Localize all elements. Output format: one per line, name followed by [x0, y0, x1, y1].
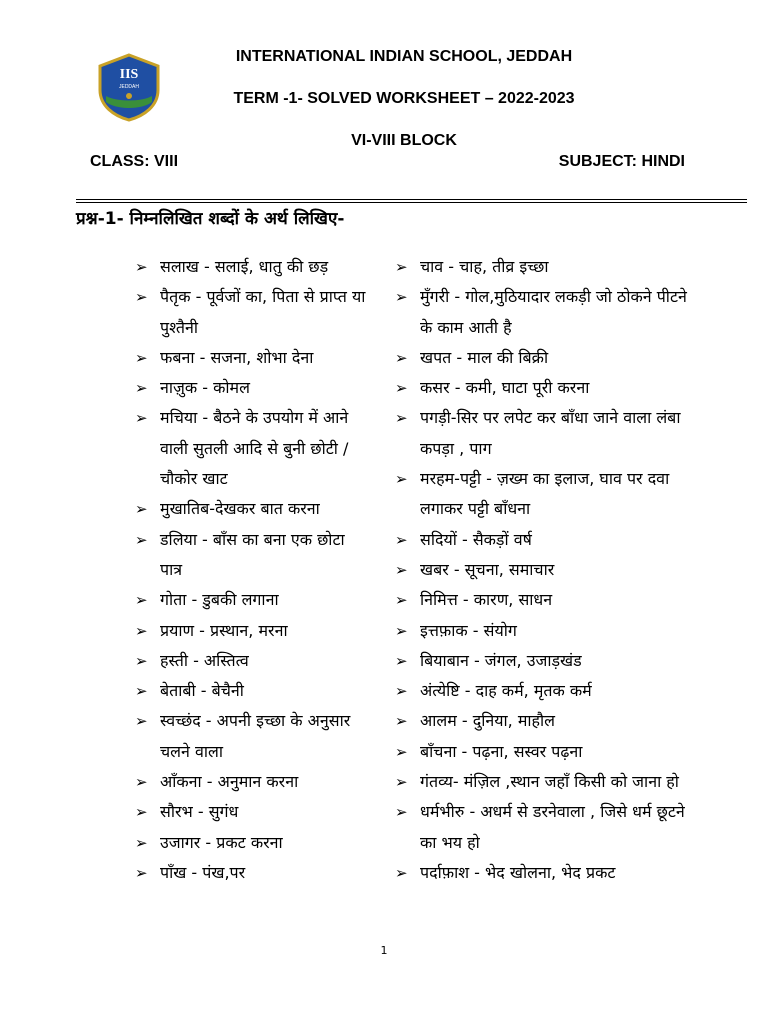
arrow-bullet-icon: ➢: [395, 621, 408, 640]
arrow-bullet-icon: ➢: [135, 773, 148, 792]
arrow-bullet-icon: ➢: [395, 863, 408, 882]
item-text: मुखातिब-देखकर बात करना: [160, 499, 320, 519]
arrow-bullet-icon: ➢: [135, 591, 148, 610]
item-text: पगड़ी-सिर पर लपेट कर बाँधा जाने वाला लंबा कपड़ा , पाग: [420, 408, 681, 458]
question-heading: प्रश्न-1- निम्नलिखित शब्दों के अर्थ लिखिए-: [76, 209, 345, 229]
list-item: [395, 676, 695, 706]
item-text: अंत्येष्टि - दाह कर्म, मृतक कर्म: [420, 681, 592, 701]
item-text: सौरभ - सुगंध: [160, 802, 239, 822]
arrow-bullet-icon: ➢: [135, 348, 148, 367]
item-text: मचिया - बैठने के उपयोग में आने वाली सुतली आदि से बुनी छोटी /चौकोर खाट: [160, 408, 349, 489]
class-label: CLASS: VIII: [90, 153, 179, 170]
svg-text:JEDDAH: JEDDAH: [118, 84, 140, 90]
arrow-bullet-icon: ➢: [395, 742, 408, 761]
arrow-bullet-icon: ➢: [395, 651, 408, 670]
list-item: [395, 252, 695, 282]
svg-text:IIS: IIS: [119, 67, 139, 82]
item-text: बियाबान - जंगल, उजाड़खंड: [420, 650, 582, 670]
arrow-bullet-icon: ➢: [135, 833, 148, 852]
list-item: [135, 252, 370, 282]
arrow-bullet-icon: ➢: [135, 258, 148, 276]
item-text: पर्दाफ़ाश - भेद खोलना, भेद प्रकट: [420, 862, 616, 882]
list-item: [135, 343, 370, 373]
arrow-bullet-icon: ➢: [135, 863, 148, 882]
list-item: [135, 767, 370, 797]
arrow-bullet-icon: ➢: [135, 409, 148, 428]
list-item: [135, 646, 370, 676]
list-item: [135, 706, 370, 767]
list-item: [395, 646, 695, 676]
list-item: [135, 585, 370, 615]
list-item: [395, 555, 695, 585]
list-item: [395, 373, 695, 403]
arrow-bullet-icon: ➢: [135, 803, 148, 822]
item-text: मरहम-पट्टी - ज़ख्म का इलाज, घाव पर दवा लगाकर पट्टी बाँधना: [420, 469, 670, 519]
arrow-bullet-icon: ➢: [135, 530, 148, 549]
item-text: उजागर - प्रकट करना: [160, 832, 283, 852]
arrow-bullet-icon: ➢: [135, 500, 148, 519]
arrow-bullet-icon: ➢: [395, 470, 408, 489]
arrow-bullet-icon: ➢: [135, 621, 148, 640]
arrow-bullet-icon: ➢: [135, 682, 148, 701]
list-item: [395, 737, 695, 767]
item-text: बाँचना - पढ़ना, सस्वर पढ़ना: [420, 741, 583, 761]
list-item: [395, 282, 695, 343]
item-text: हस्ती - अस्तित्व: [160, 650, 249, 670]
list-item: [395, 706, 695, 736]
page-number: 1: [380, 944, 388, 957]
item-text: खबर - सूचना, समाचार: [420, 559, 555, 579]
list-item: [135, 858, 370, 888]
arrow-bullet-icon: ➢: [395, 288, 408, 307]
arrow-bullet-icon: ➢: [135, 379, 148, 398]
arrow-bullet-icon: ➢: [395, 591, 408, 610]
list-item: [135, 828, 370, 858]
list-item: [395, 616, 695, 646]
arrow-bullet-icon: ➢: [395, 258, 408, 276]
worksheet-term: TERM -1- SOLVED WORKSHEET – 2022-2023: [233, 90, 575, 107]
school-name: INTERNATIONAL INDIAN SCHOOL, JEDDAH: [235, 48, 573, 65]
list-item: [395, 403, 695, 464]
arrow-bullet-icon: ➢: [395, 560, 408, 579]
block-title: VI-VIII BLOCK: [351, 132, 457, 149]
item-text: डलिया - बाँस का बना एक छोटा पात्र: [160, 529, 345, 579]
item-text: मुँगरी - गोल,मुठियादार लकड़ी जो ठोकने पीटने के काम आती है: [420, 287, 687, 337]
arrow-bullet-icon: ➢: [395, 773, 408, 792]
item-text: सलाख - सलाई, धातु की छड़: [160, 257, 329, 276]
item-text: फबना - सजना, शोभा देना: [160, 347, 314, 367]
arrow-bullet-icon: ➢: [135, 712, 148, 731]
list-item: [135, 676, 370, 706]
item-text: गंतव्य- मंज़िल ,स्थान जहाँ किसी को जाना हो: [420, 772, 679, 792]
item-text: सदियों - सैकड़ों वर्ष: [420, 529, 532, 549]
list-item: [135, 797, 370, 827]
item-text: निमित्त - कारण, साधन: [420, 590, 553, 610]
list-item: [135, 494, 370, 524]
item-text: गोता - डुबकी लगाना: [160, 590, 279, 610]
arrow-bullet-icon: ➢: [395, 530, 408, 549]
divider-line: [76, 202, 747, 203]
arrow-bullet-icon: ➢: [395, 712, 408, 731]
list-item: [135, 373, 370, 403]
arrow-bullet-icon: ➢: [395, 379, 408, 398]
item-text: आँकना - अनुमान करना: [160, 772, 299, 792]
item-text: नाज़ुक - कोमल: [160, 378, 250, 398]
item-text: कसर - कमी, घाटा पूरी करना: [420, 378, 590, 398]
item-text: इत्तफ़ाक - संयोग: [420, 620, 517, 640]
list-item: [135, 525, 370, 586]
item-text: बेताबी - बेचैनी: [160, 681, 244, 701]
item-text: स्वच्छंद - अपनी इच्छा के अनुसार चलने वाला: [160, 711, 351, 761]
divider-line: [76, 199, 747, 200]
arrow-bullet-icon: ➢: [395, 803, 408, 822]
list-item: [395, 464, 695, 525]
subject-label: SUBJECT: HINDI: [558, 153, 685, 170]
list-item: [395, 767, 695, 797]
item-text: पैतृक - पूर्वजों का, पिता से प्राप्त या पुश्तैनी: [160, 287, 366, 337]
list-item: [395, 525, 695, 555]
arrow-bullet-icon: ➢: [395, 409, 408, 428]
list-item: [395, 343, 695, 373]
item-text: खपत - माल की बिक्री: [420, 347, 549, 367]
left-word-list: [135, 252, 370, 888]
arrow-bullet-icon: ➢: [395, 348, 408, 367]
arrow-bullet-icon: ➢: [395, 682, 408, 701]
list-item: [135, 282, 370, 343]
item-text: आलम - दुनिया, माहौल: [420, 711, 556, 731]
list-item: [135, 616, 370, 646]
list-item: [395, 858, 695, 888]
item-text: चाव - चाह, तीव्र इच्छा: [420, 257, 549, 276]
item-text: प्रयाण - प्रस्थान, मरना: [160, 620, 288, 640]
arrow-bullet-icon: ➢: [135, 651, 148, 670]
list-item: [135, 403, 370, 494]
list-item: [395, 585, 695, 615]
right-word-list: [395, 252, 695, 888]
list-item: [395, 797, 695, 858]
item-text: पाँख - पंख,पर: [160, 862, 246, 882]
arrow-bullet-icon: ➢: [135, 288, 148, 307]
item-text: धर्मभीरु - अधर्म से डरनेवाला , जिसे धर्म छूटने का भय हो: [420, 802, 685, 852]
